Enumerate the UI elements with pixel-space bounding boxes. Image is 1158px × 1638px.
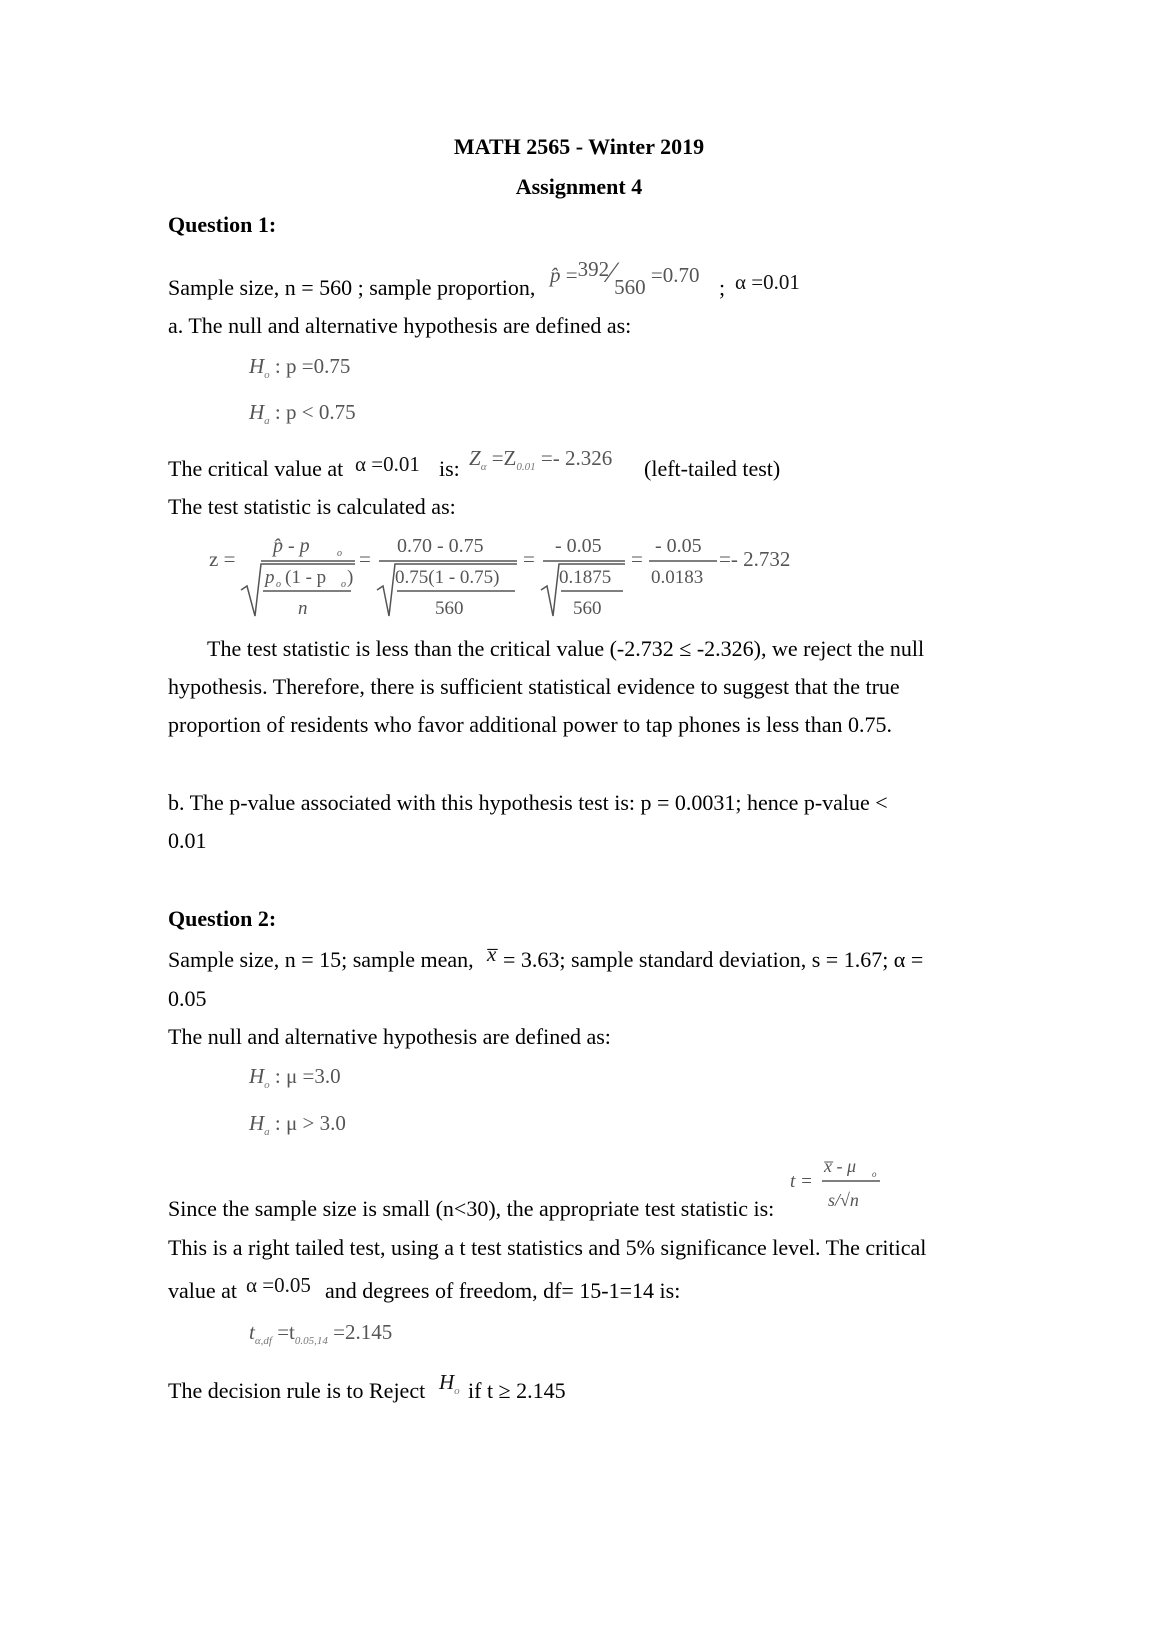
f1-den-rest: (1 - p [285, 567, 327, 588]
q1-part-b-line-2: 0.01 [168, 828, 207, 853]
q1-conclusion-line-2: hypothesis. Therefore, there is sufficient statistical evidence to suggest that the true [168, 674, 900, 699]
f1-den-sub: o [276, 579, 281, 590]
tcrit-eq: =t [277, 1320, 295, 1344]
eq1: = [359, 547, 371, 571]
q1-part-b-line-1: b. The p-value associated with this hypothesis test is: p = 0.0031; hence p-value < [168, 790, 888, 815]
tcrit-value: =2.145 [333, 1320, 393, 1344]
assignment-title: Assignment 4 [515, 174, 643, 199]
f1-den-n: n [298, 598, 308, 619]
critical-is: is: [439, 456, 460, 481]
q2-sample-line-c: 0.05 [168, 986, 207, 1011]
ha-H: H [249, 400, 265, 424]
decision-prefix: The decision rule is to Reject [168, 1378, 426, 1403]
q1-conclusion-line-1: The test statistic is less than the critical value (-2.732 ≤ -2.326), we reject the null [207, 636, 925, 661]
eq2: = [523, 547, 535, 571]
z-value: =- 2.326 [540, 446, 613, 470]
f3-den-top: 0.1875 [559, 567, 612, 588]
f2-den-top: 0.75(1 - 0.75) [395, 567, 500, 588]
phat-equation [550, 256, 700, 299]
q1-heading: Question 1: [168, 212, 277, 237]
decision-H: H [439, 1370, 455, 1394]
eq3: = [631, 547, 643, 571]
decision-sub: o [454, 1385, 460, 1397]
phat-result: =0.70 [650, 263, 700, 287]
f1-numerator: p̂ - p [273, 535, 310, 557]
h0-H: H [249, 354, 265, 378]
course-title: MATH 2565 - Winter 2019 [453, 134, 705, 159]
z-test-statistic-formula [205, 528, 815, 624]
critical-alpha: α =0.01 [355, 452, 420, 476]
q2-df-line: and degrees of freedom, df= 15-1=14 is: [325, 1278, 681, 1303]
phat-slash: ⁄ [609, 256, 615, 289]
phat-numerator: 392 [577, 257, 610, 281]
q2-small-sample-line: Since the sample size is small (n<30), the appropriate test statistic is: [168, 1196, 775, 1221]
f3-numerator: - 0.05 [555, 535, 602, 557]
q1-null-hypothesis [249, 354, 350, 381]
critical-prefix: The critical value at [168, 456, 344, 481]
f4-numerator: - 0.05 [655, 535, 702, 557]
q2-sample-line-b: = 3.63; sample standard deviation, s = 1.67; α = [503, 947, 924, 972]
q2-alpha-005: α =0.05 [246, 1273, 311, 1297]
z-eq: =Z [491, 446, 517, 470]
phat-symbol: p̂ [550, 263, 561, 287]
q2-hyp-line: The null and alternative hypothesis are defined as: [168, 1024, 611, 1049]
t-label: t = [790, 1171, 813, 1192]
q2-ha-rest: : μ > 3.0 [274, 1111, 346, 1135]
phat-denominator: 560 [614, 275, 646, 299]
q2-heading: Question 2: [168, 906, 277, 931]
f1-den-close: ) [347, 567, 354, 588]
decision-suffix: if t ≥ 2.145 [468, 1378, 566, 1403]
t-denominator: s/√n [828, 1190, 859, 1210]
critical-suffix: (left-tailed test) [644, 456, 781, 481]
decision-H0 [439, 1370, 460, 1397]
z-symbol: Z [469, 446, 481, 470]
tcrit-sub1: α,df [254, 1335, 272, 1347]
t-num-sub: o [872, 1169, 877, 1179]
z-sub-alpha: α [480, 461, 487, 473]
z-label: z = [209, 547, 236, 571]
f1-num-sub: o [337, 548, 342, 559]
q1-semicolon: ; [719, 275, 726, 300]
q1-conclusion-line-3: proportion of residents who favor additional power to tap phones is less than 0.75. [168, 712, 893, 737]
q2-h0-H: H [249, 1064, 265, 1088]
t-critical-expr [249, 1320, 392, 1347]
z-result: =- 2.732 [719, 547, 791, 571]
q2-h0-sub: o [264, 1079, 270, 1091]
f4-denominator: 0.0183 [651, 567, 704, 588]
q2-h0-rest: : μ =3.0 [274, 1064, 341, 1088]
q2-null-hypothesis [249, 1064, 341, 1091]
z-sub-001: 0.01 [516, 461, 536, 473]
q2-ha-H: H [249, 1111, 265, 1135]
q2-right-tail-line: This is a right tailed test, using a t test statistics and 5% significance level. The critical [168, 1235, 927, 1260]
t-statistic-formula [788, 1152, 898, 1216]
critical-value-expr [469, 446, 612, 473]
ha-rest: : p < 0.75 [274, 400, 356, 424]
h0-rest: : p =0.75 [274, 354, 351, 378]
q1-part-a: a. The null and alternative hypothesis are defined as: [168, 313, 632, 338]
ha-sub: a [264, 415, 270, 427]
tcrit-t: t [249, 1320, 255, 1344]
h0-sub: o [264, 369, 270, 381]
tcrit-sub2: 0.05,14 [294, 1335, 328, 1347]
phat-eq: = [565, 263, 578, 287]
f2-den-bot: 560 [435, 598, 464, 619]
f2-numerator: 0.70 - 0.75 [397, 535, 484, 557]
teststat-line: The test statistic is calculated as: [168, 494, 456, 519]
f1-den-rest-sub: o [341, 579, 346, 590]
xbar-symbol: x̅ [487, 942, 497, 966]
q1-alt-hypothesis [249, 400, 356, 427]
q1-sample-line: Sample size, n = 560 ; sample proportion, [168, 275, 536, 300]
f3-den-bot: 560 [573, 598, 602, 619]
f1-den-p: p [265, 567, 275, 588]
q2-alt-hypothesis [249, 1111, 346, 1138]
q1-alpha: α =0.01 [735, 270, 800, 294]
t-numerator: x̅ - μ [824, 1156, 857, 1176]
q2-value-at: value at [168, 1278, 238, 1303]
q2-ha-sub: a [264, 1126, 270, 1138]
q2-sample-line-a: Sample size, n = 15; sample mean, [168, 947, 474, 972]
